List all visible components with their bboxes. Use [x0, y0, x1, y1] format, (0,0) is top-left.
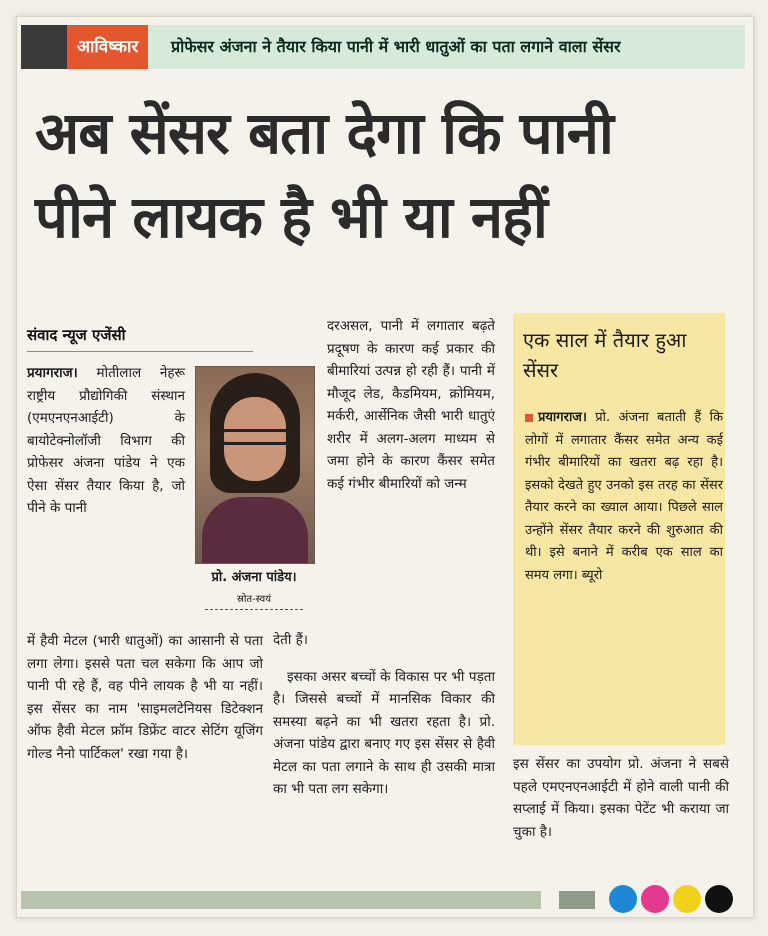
section-marker: [21, 25, 67, 69]
teaser-line: प्रोफेसर अंजना ने तैयार किया पानी में भारी धातुओं का पता लगाने वाला सेंसर: [171, 37, 621, 56]
registration-dot-magenta: [641, 885, 669, 913]
byline: संवाद न्यूज एजेंसी: [27, 326, 126, 344]
article-text: दरअसल, पानी में लगातार बढ़ते प्रदूषण के कारण कई प्रकार की बीमारियां उत्पन्न हो रही हैं। पानी में मौजूद लेड, कैडमियम, क्रोमियम, मर्करी, आर्सेनिक जैसी भारी धातुएं शरीर में अलग-अलग माध्यम से जमा होने के कारण कैंसर समेत कई गंभीर बीमारियों को जन्म: [327, 318, 495, 492]
headline-line-1: अब सेंसर बता देगा कि पानी: [35, 99, 613, 167]
article-text: इसका असर बच्चों के विकास पर भी पड़ता है। जिससे बच्चों में मानसिक विकार की समस्या बढ़ने का भी खतरा रहता है। प्रो. अंजना पांडेय द्वारा बनाए गए इस सेंसर से हैवी मेटल का पता लगाने के साथ ही उसकी मात्रा का भी पता लग सकेगा।: [273, 668, 495, 797]
photo-credit: स्रोत-स्वयं: [236, 594, 271, 605]
bottom-bar-stub: [559, 891, 595, 909]
article-column-3: [513, 753, 729, 843]
sidebar-dateline: प्रयागराज।: [538, 410, 587, 425]
caption-rule: [205, 609, 303, 610]
headline: [35, 91, 735, 259]
article-column-2-bottom: [273, 629, 495, 801]
registration-dot-yellow: [673, 885, 701, 913]
sidebar-text: प्रो. अंजना बताती हैं कि लोगों में लगातार कैंसर समेत अन्य कई गंभीर बीमारियों का खतरा बढ़ रहा है। इसको देखते हुए उनको इस तरह का सेंसर तैयार करने का ख्याल आया। पिछले साल उन्होंने सेंसर तैयार करने की शुरुआत की थी। इसे बनाने में करीब एक साल का समय लगा। ब्यूरो: [525, 410, 723, 583]
section-tag: आविष्कार: [67, 25, 148, 69]
article-column-1-bottom: [27, 630, 263, 765]
registration-dot-cyan: [609, 885, 637, 913]
article-text: में हैवी मेटल (भारी धातुओं) का आसानी से पता लगा लेगा। इससे पता चल सकेगा कि आप जो पानी पी रहे हैं, वह पीने लायक है भी या नहीं। इस सेंसर का नाम 'साइमलटेनियस डिटेक्शन ऑफ हैवी मेटल फ्रॉम डिफ्रेंट वाटर सेटिंग यूजिंग गोल्ड नैनो पार्टिकल' रखा गया है।: [27, 633, 263, 762]
dateline: प्रयागराज।: [27, 365, 78, 381]
sidebar-body: [525, 407, 723, 587]
article-text: देती हैं।: [273, 632, 308, 648]
byline-rule: [27, 351, 253, 352]
bullet-square-icon: [525, 414, 533, 422]
portrait-photo: [195, 366, 315, 564]
article-text: मोतीलाल नेहरू राष्ट्रीय प्रौद्योगिकी संस्थान (एमएनएनआईटी) के बायोटेक्नोलॉजी विभाग की प्रोफेसर अंजना पांडेय ने एक ऐसा सेंसर तैयार किया है, जो पीने के पानी: [27, 365, 185, 516]
article-text: इस सेंसर का उपयोग प्रो. अंजना ने सबसे पहले एमएनएनआईटी में होने वाली पानी की सप्लाई में किया। इसका पेटेंट भी कराया जा चुका है।: [513, 756, 729, 840]
photo-caption: प्रो. अंजना पांडेय।: [211, 570, 297, 585]
bottom-bar: [21, 891, 541, 909]
article-column-2-top: [327, 315, 495, 495]
newspaper-clipping: [16, 16, 754, 918]
sidebar-box: [513, 313, 725, 745]
sidebar-title: एक साल में तैयार हुआ सेंसर: [523, 328, 687, 382]
article-column-1-top: [27, 362, 185, 520]
section-strip: [21, 25, 745, 69]
registration-dot-black: [705, 885, 733, 913]
headline-line-2: पीने लायक है भी या नहीं: [35, 183, 547, 251]
